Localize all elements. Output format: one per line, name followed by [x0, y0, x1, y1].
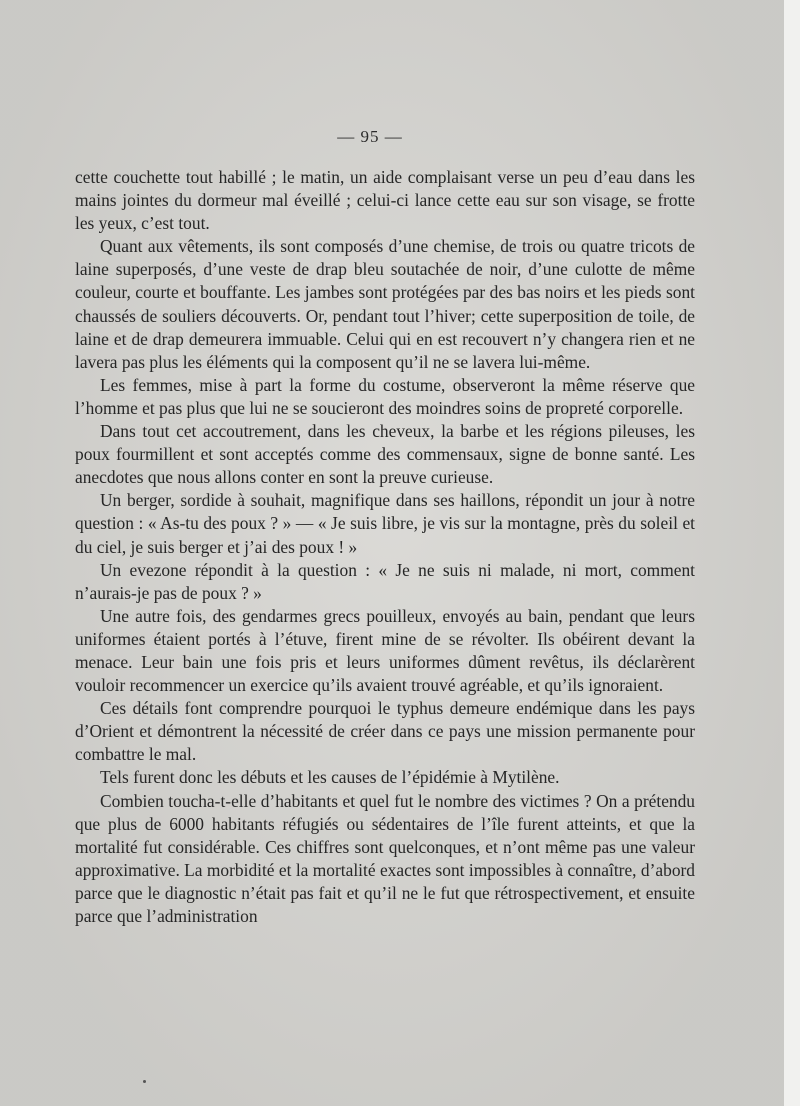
- paragraph-9: Tels furent donc les débuts et les causes de l’épidémie à Mytilène.: [100, 767, 560, 788]
- paragraph-3: Les femmes, mise à part la forme du costume, observeront la même réserve que l’homme et pas plus que lui ne se soucieront des moindres soins de propreté corporelle.: [75, 374, 695, 418]
- scan-border: [784, 0, 800, 1106]
- paragraph-4: Dans tout cet accoutrement, dans les cheveux, la barbe et les régions pileuses, les poux fourmillent et sont acceptés comme des commensaux, signe de bonne santé. Les anecdotes que nous allons conter en sont la preuve curieuse.: [75, 421, 695, 488]
- paragraph-8: Ces détails font comprendre pourquoi le typhus demeure endémique dans les pays d’Orient et démontrent la nécessité de créer dans ce pays une mission permanente pour combattre le mal.: [75, 698, 695, 765]
- paragraph-2: Quant aux vêtements, ils sont composés d’une chemise, de trois ou quatre tricots de laine superposés, d’une veste de drap bleu soutachée de noir, d’une culotte de même couleur, courte et bouffante. Les jambes sont protégées par des bas noirs et les pieds sont chaussés de souliers découverts. Or, pendant tout l’hiver; cette superposition de toile, de laine et de drap demeurera immuable. Celui qui en est recouvert n’y changera rien et ne lavera pas plus les éléments qui la composent qu’il ne se lavera lui-même.: [75, 236, 695, 372]
- paragraph-1: cette couchette tout habillé ; le matin, un aide complaisant verse un peu d’eau dans les mains jointes du dormeur mal éveillé ; celui-ci lance cette eau sur son visage, se frotte les yeux, c’est tout.: [75, 167, 695, 234]
- page-number: — 95 —: [337, 127, 403, 146]
- paragraph-6: Un evezone répondit à la question : « Je ne suis ni malade, ni mort, comment n’aurais-je pas de poux ? »: [75, 559, 695, 603]
- body-text: [75, 166, 695, 928]
- paragraph-10: Combien toucha-t-elle d’habitants et quel fut le nombre des victimes ? On a prétendu que plus de 6000 habitants réfugiés ou sédentaires de l’île furent atteints, et que la mortalité fut considérable. Ces chiffres sont quelconques, et n’ont même pas une valeur approximative. La morbidité et la mortalité exactes sont impossibles à connaître, d’abord parce que le diagnostic n’était pas fait et qu’il ne le fut que rétrospectivement, et ensuite parce que l’administration: [75, 790, 695, 926]
- scan-speck: [143, 1080, 146, 1083]
- paragraph-5: Un berger, sordide à souhait, magnifique dans ses haillons, répondit un jour à notre question : « As-tu des poux ? » — « Je suis libre, je vis sur la montagne, près du soleil et du ciel, je suis berger et j’ai des poux ! »: [75, 490, 695, 557]
- paragraph-7: Une autre fois, des gendarmes grecs pouilleux, envoyés au bain, pendant que leurs uniformes étaient portés à l’étuve, firent mine de se révolter. Ils obéirent devant la menace. Leur bain une fois pris et leurs uniformes dûment revêtus, ils déclarèrent vouloir recommencer un exercice qu’ils avaient trouvé agréable, et qu’ils ignoraient.: [75, 605, 695, 696]
